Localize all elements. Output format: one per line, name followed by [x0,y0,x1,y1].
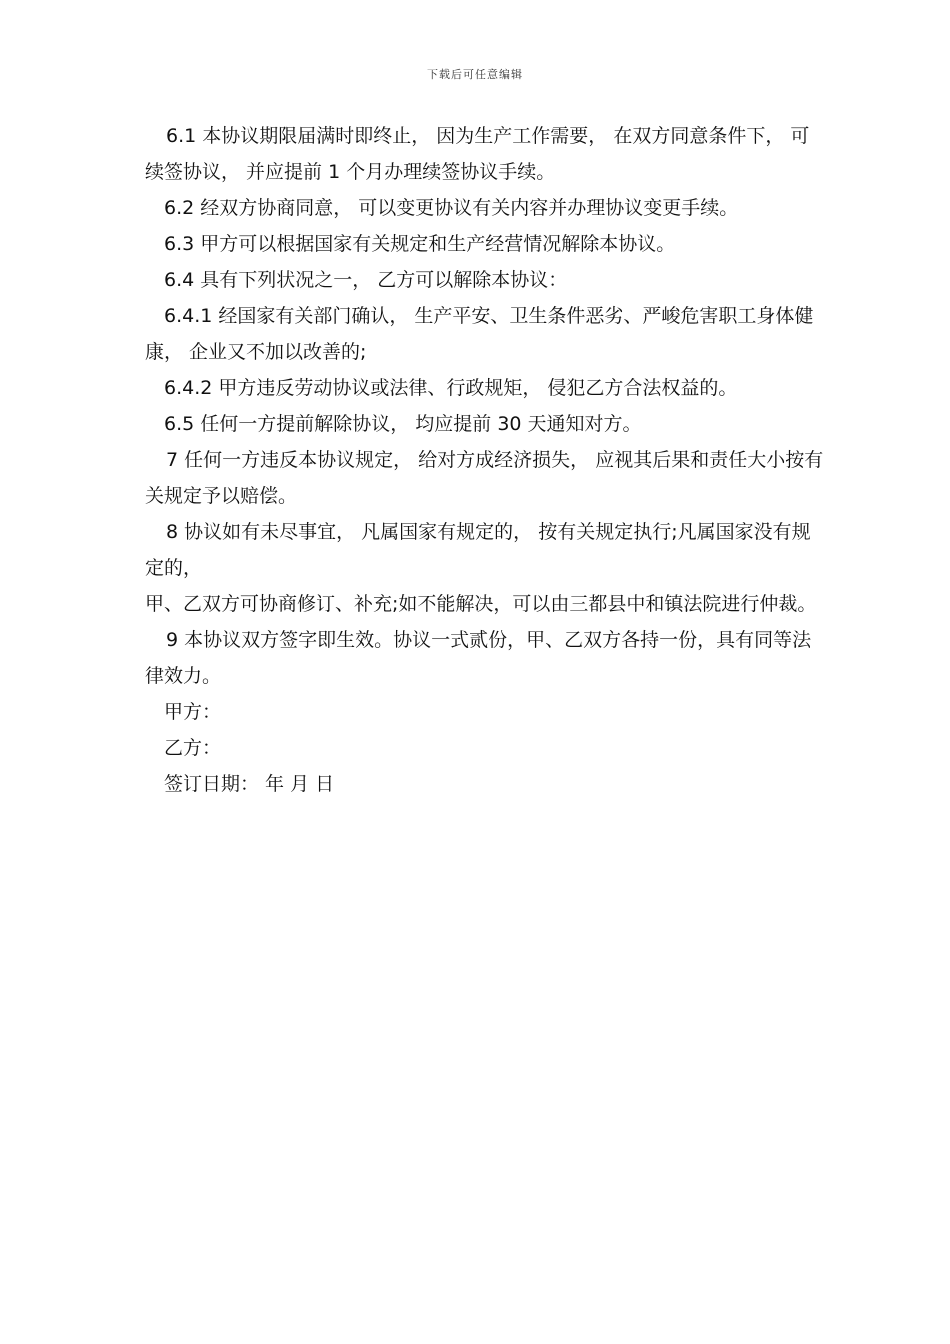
signing-date: 签订日期： 年 月 日 [164,773,335,795]
clause-8-continued: 甲、乙双方可协商修订、补充;如不能解决，可以由三都县中和镇法院进行仲裁。 [145,593,817,615]
clause-6-3: 6.3 甲方可以根据国家有关规定和生产经营情况解除本协议。 [164,233,676,255]
clause-9: 9 本协议双方签字即生效。协议一式贰份，甲、乙双方各持一份，具有同等法律效力。 [145,629,812,687]
clause-7: 7 任何一方违反本协议规定， 给对方成经济损失， 应视其后果和责任大小按有关规定予以赔偿。 [145,449,824,507]
clause-8: 8 协议如有未尽事宜， 凡属国家有规定的， 按有关规定执行;凡属国家没有规定的， [145,521,811,579]
clause-6-2: 6.2 经双方协商同意， 可以变更协议有关内容并办理协议变更手续。 [164,197,739,219]
clause-6-4-1: 6.4.1 经国家有关部门确认， 生产平安、卫生条件恶劣、严峻危害职工身体健康， 企业又不加以改善的; [145,305,814,363]
clause-6-4: 6.4 具有下列状况之一， 乙方可以解除本协议： [164,269,568,291]
agreement-body [145,118,825,802]
page-header-note: 下载后可任意编辑 [427,68,523,81]
party-b-signature: 乙方： [164,737,222,759]
clause-6-5: 6.5 任何一方提前解除协议， 均应提前 30 天通知对方。 [164,413,642,435]
party-a-signature: 甲方： [164,701,222,723]
clause-6-4-2: 6.4.2 甲方违反劳动协议或法律、行政规矩， 侵犯乙方合法权益的。 [164,377,738,399]
clause-6-1: 6.1 本协议期限届满时即终止， 因为生产工作需要， 在双方同意条件下， 可续签协议， 并应提前 1 个月办理续签协议手续。 [145,125,810,183]
